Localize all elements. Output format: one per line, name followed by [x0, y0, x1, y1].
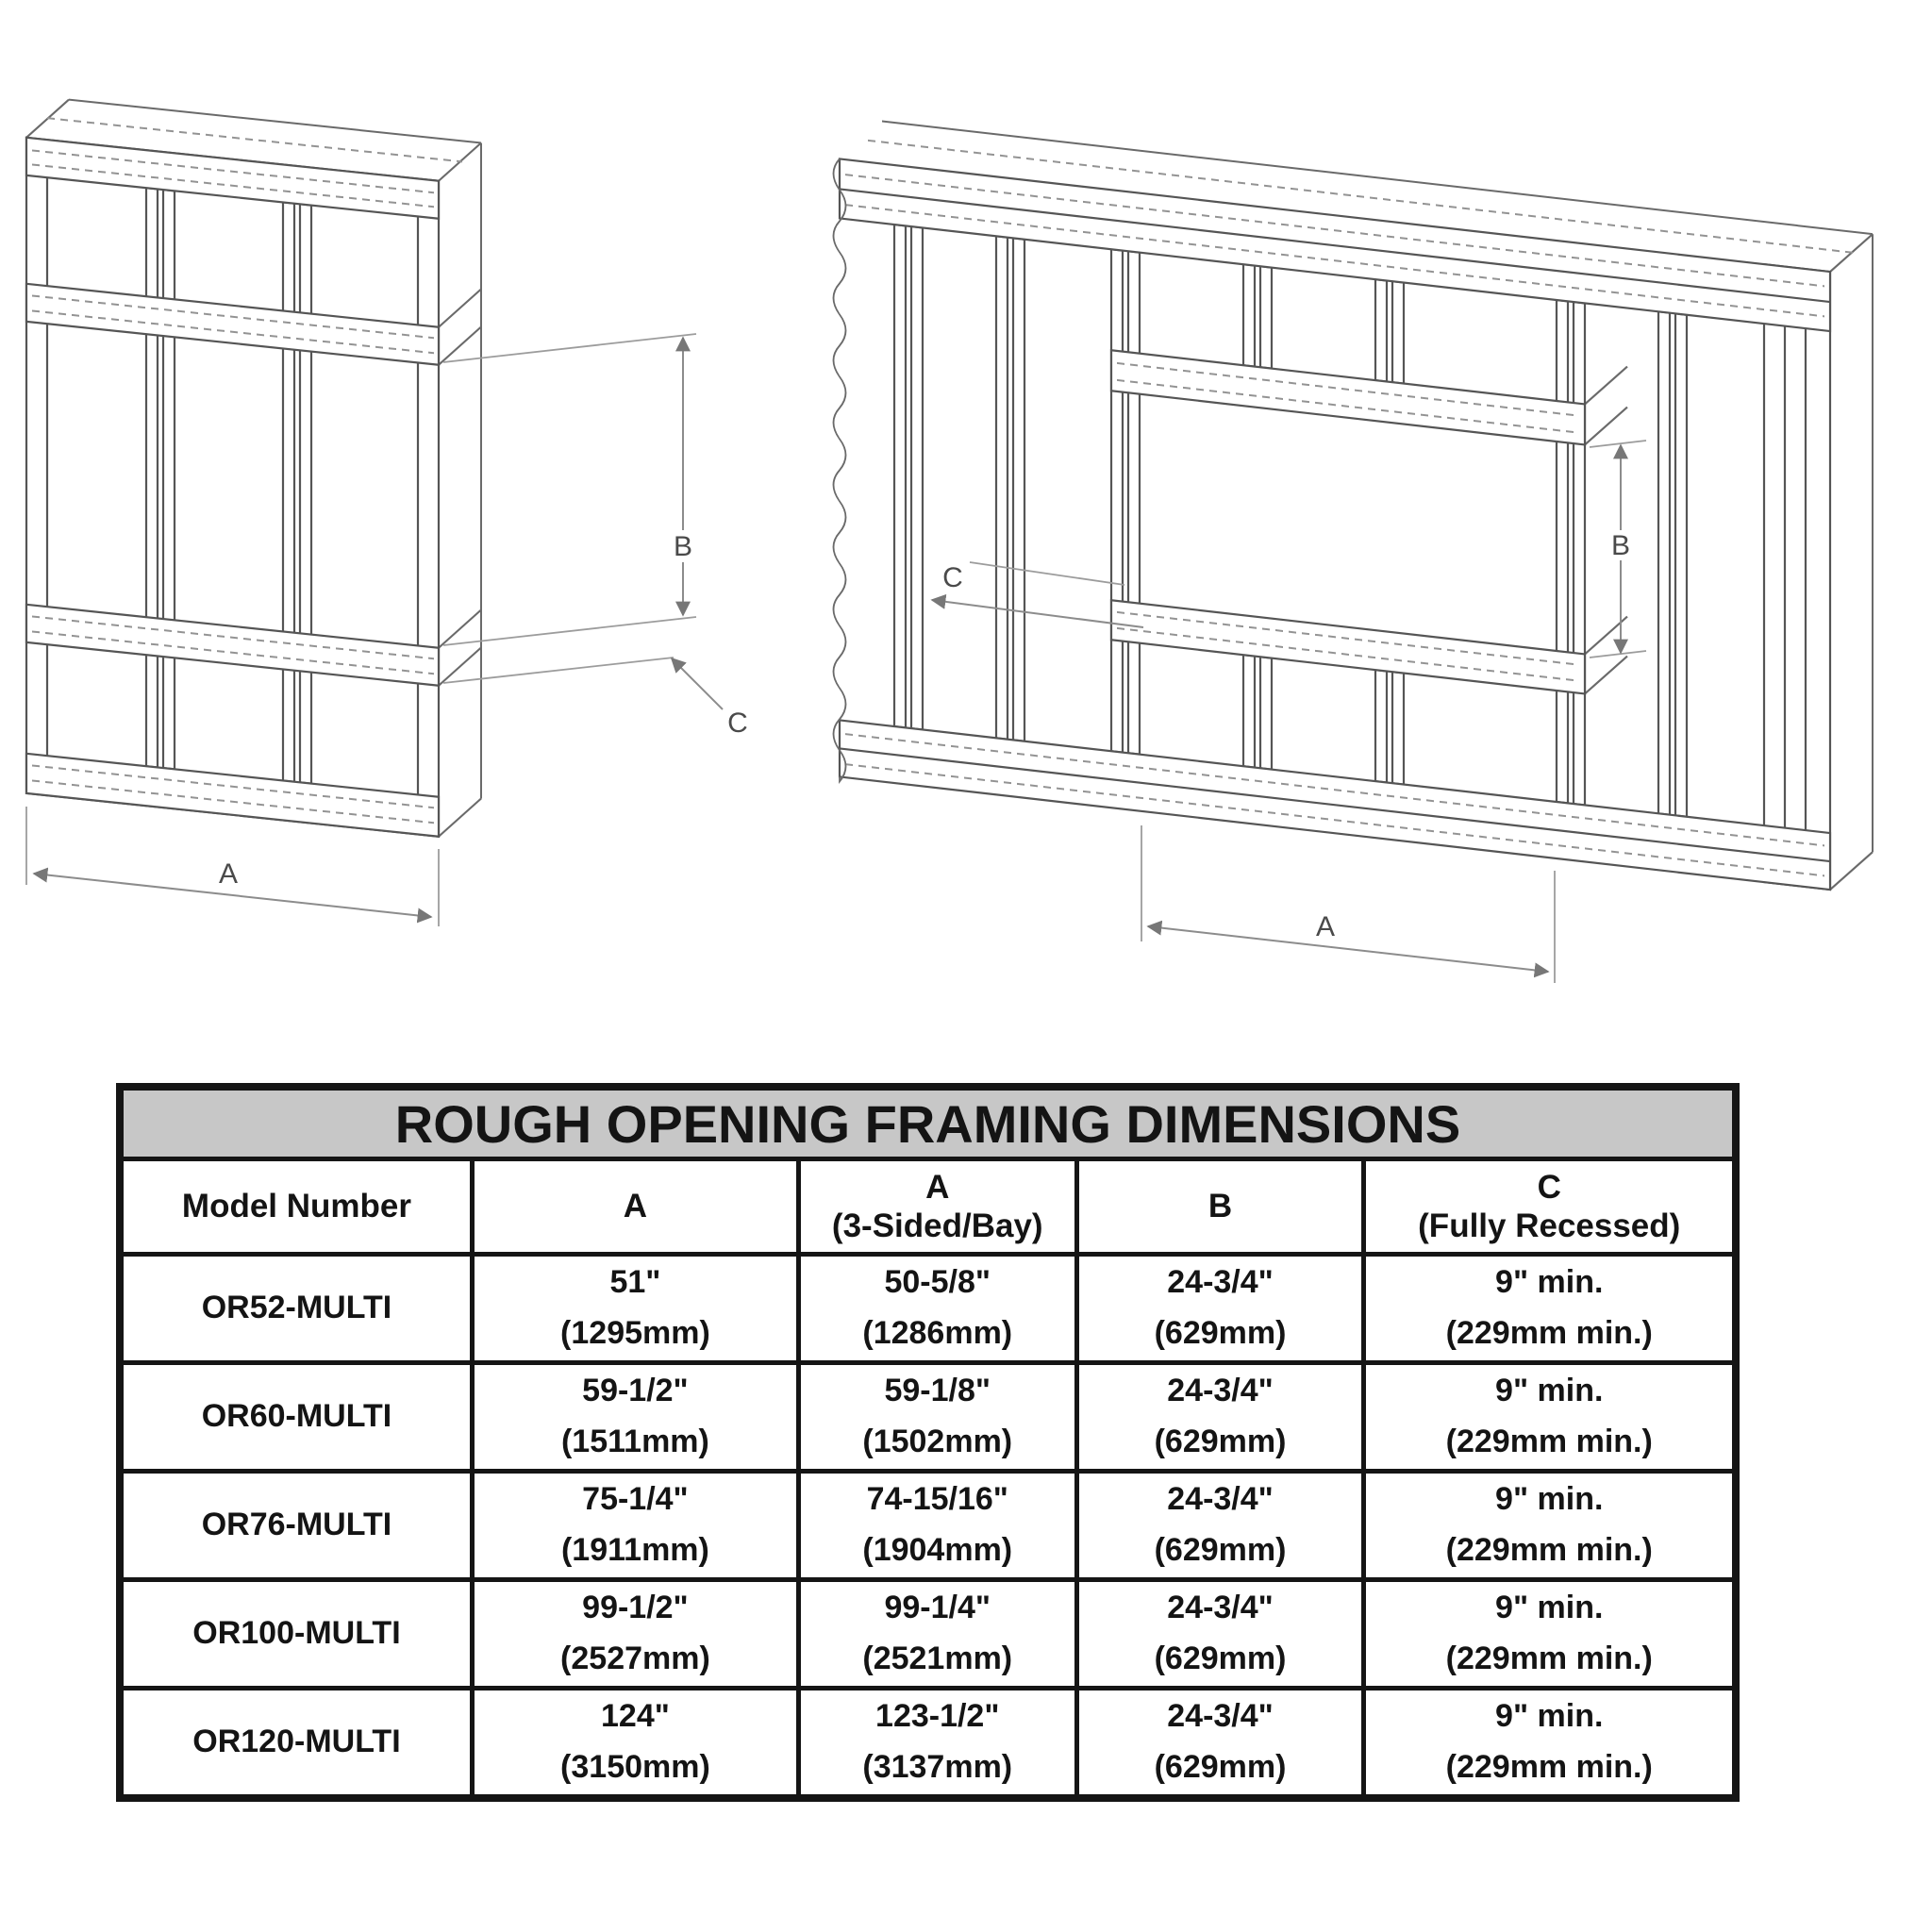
value-inches: 50-5/8": [884, 1264, 991, 1301]
value-mm: (3137mm): [862, 1749, 1013, 1785]
left-frame-diagram: [19, 94, 811, 981]
value-inches: 123-1/2": [875, 1698, 1000, 1735]
value-inches: 74-15/16": [866, 1481, 1008, 1518]
left-dim-label-c: C: [727, 708, 748, 739]
header-band: [26, 284, 439, 365]
col-header-b: [1076, 1159, 1364, 1255]
wall-break-line: [834, 158, 846, 782]
value-mm: (629mm): [1154, 1532, 1287, 1568]
value-inches: 9" min.: [1495, 1373, 1604, 1409]
right-frame-plates: [840, 158, 1830, 890]
left-frame-outline: [26, 138, 439, 837]
b-cell: [1076, 1580, 1364, 1689]
header-line: B: [1208, 1188, 1233, 1225]
a3-cell: [798, 1580, 1076, 1689]
a3-cell: [798, 1472, 1076, 1580]
value-inches: 9" min.: [1495, 1590, 1604, 1626]
col-header-a: [472, 1159, 798, 1255]
a-cell: [472, 1689, 798, 1799]
value-inches: 24-3/4": [1167, 1590, 1274, 1626]
header-band: [1111, 350, 1585, 444]
header-line: C: [1537, 1168, 1561, 1206]
value-mm: (229mm min.): [1445, 1749, 1653, 1785]
table-title-row: [120, 1087, 1736, 1159]
table-row: [120, 1363, 1736, 1472]
b-cell: [1076, 1689, 1364, 1799]
left-frame-studs: [47, 140, 418, 834]
value-inches: 9" min.: [1495, 1698, 1604, 1735]
table-title: ROUGH OPENING FRAMING DIMENSIONS: [120, 1087, 1736, 1159]
header-line: (Fully Recessed): [1418, 1208, 1681, 1244]
table-row: [120, 1580, 1736, 1689]
value-inches: 124": [601, 1698, 670, 1735]
value-inches: 24-3/4": [1167, 1373, 1274, 1409]
b-cell: [1076, 1472, 1364, 1580]
model-cell: OR76-MULTI: [120, 1472, 472, 1580]
b-cell: [1076, 1363, 1364, 1472]
value-inches: 99-1/4": [884, 1590, 991, 1626]
value-mm: (629mm): [1154, 1641, 1287, 1676]
header-line: A: [623, 1188, 648, 1225]
model-cell: OR60-MULTI: [120, 1363, 472, 1472]
a-cell: [472, 1580, 798, 1689]
a3-cell: [798, 1689, 1076, 1799]
value-mm: (2527mm): [560, 1641, 710, 1676]
model-cell: OR120-MULTI: [120, 1689, 472, 1799]
c-cell: [1364, 1580, 1736, 1689]
right-frame-structure: [834, 116, 1874, 900]
right-dim-c-extension-top: [970, 562, 1124, 585]
right-frame-diagram: [811, 75, 1932, 1038]
c-cell: [1364, 1472, 1736, 1580]
header-line: (3-Sided/Bay): [831, 1208, 1043, 1244]
model-cell: OR52-MULTI: [120, 1255, 472, 1363]
value-inches: 75-1/4": [582, 1481, 689, 1518]
value-mm: (229mm min.): [1445, 1315, 1653, 1351]
value-inches: 9" min.: [1495, 1264, 1604, 1301]
a3-cell: [798, 1255, 1076, 1363]
value-inches: 59-1/2": [582, 1373, 689, 1409]
table-row: [120, 1689, 1736, 1799]
c-cell: [1364, 1255, 1736, 1363]
right-dim-label-b: B: [1610, 530, 1631, 561]
rough-opening-table: [116, 1083, 1740, 1802]
value-inches: 51": [609, 1264, 661, 1301]
top-plate: [26, 138, 439, 219]
value-mm: (629mm): [1154, 1315, 1287, 1351]
value-mm: (229mm min.): [1445, 1641, 1653, 1676]
value-inches: 9" min.: [1495, 1481, 1604, 1518]
value-inches: 24-3/4": [1167, 1481, 1274, 1518]
b-cell: [1076, 1255, 1364, 1363]
value-mm: (1502mm): [862, 1424, 1013, 1459]
table-header-row: [120, 1159, 1736, 1255]
value-mm: (629mm): [1154, 1424, 1287, 1459]
col-header-model: [120, 1159, 472, 1255]
col-header-c: [1364, 1159, 1736, 1255]
a-cell: [472, 1363, 798, 1472]
value-mm: (1295mm): [560, 1315, 710, 1351]
corner-post: [1764, 264, 1830, 890]
value-mm: (2521mm): [862, 1641, 1013, 1676]
left-frame-structure: [26, 95, 481, 841]
right-frame-cripples: [1243, 264, 1404, 784]
sill-band: [1111, 600, 1585, 693]
right-dim-label-c: C: [942, 562, 963, 593]
value-mm: (3150mm): [560, 1749, 710, 1785]
a-cell: [472, 1472, 798, 1580]
c-cell: [1364, 1363, 1736, 1472]
model-cell: OR100-MULTI: [120, 1580, 472, 1689]
value-mm: (229mm min.): [1445, 1532, 1653, 1568]
left-dim-label-a: A: [218, 858, 239, 890]
left-dim-c-extension: [443, 658, 674, 683]
value-mm: (1511mm): [560, 1424, 709, 1459]
right-dim-label-a: A: [1315, 911, 1336, 942]
value-mm: (229mm min.): [1445, 1424, 1653, 1459]
table-row: [120, 1472, 1736, 1580]
table-row: [120, 1255, 1736, 1363]
value-inches: 99-1/2": [582, 1590, 689, 1626]
bottom-plate: [26, 754, 439, 837]
value-mm: (629mm): [1154, 1749, 1287, 1785]
left-dim-c-arrow: [672, 658, 723, 709]
value-mm: (1286mm): [862, 1315, 1013, 1351]
value-inches: 24-3/4": [1167, 1264, 1274, 1301]
a3-cell: [798, 1363, 1076, 1472]
a-cell: [472, 1255, 798, 1363]
header-line: Model Number: [181, 1188, 411, 1225]
value-mm: (1911mm): [560, 1532, 709, 1568]
c-cell: [1364, 1689, 1736, 1799]
left-frame-plates: [26, 138, 439, 837]
value-inches: 24-3/4": [1167, 1698, 1274, 1735]
right-dim-a-line: [1148, 926, 1548, 972]
header-line: A: [925, 1168, 950, 1206]
sill-band: [26, 605, 439, 686]
value-mm: (1904mm): [862, 1532, 1013, 1568]
left-frame-texture: [32, 150, 434, 823]
left-dim-label-b: B: [673, 531, 693, 562]
col-header-a-3sided: [798, 1159, 1076, 1255]
value-inches: 59-1/8": [884, 1373, 991, 1409]
